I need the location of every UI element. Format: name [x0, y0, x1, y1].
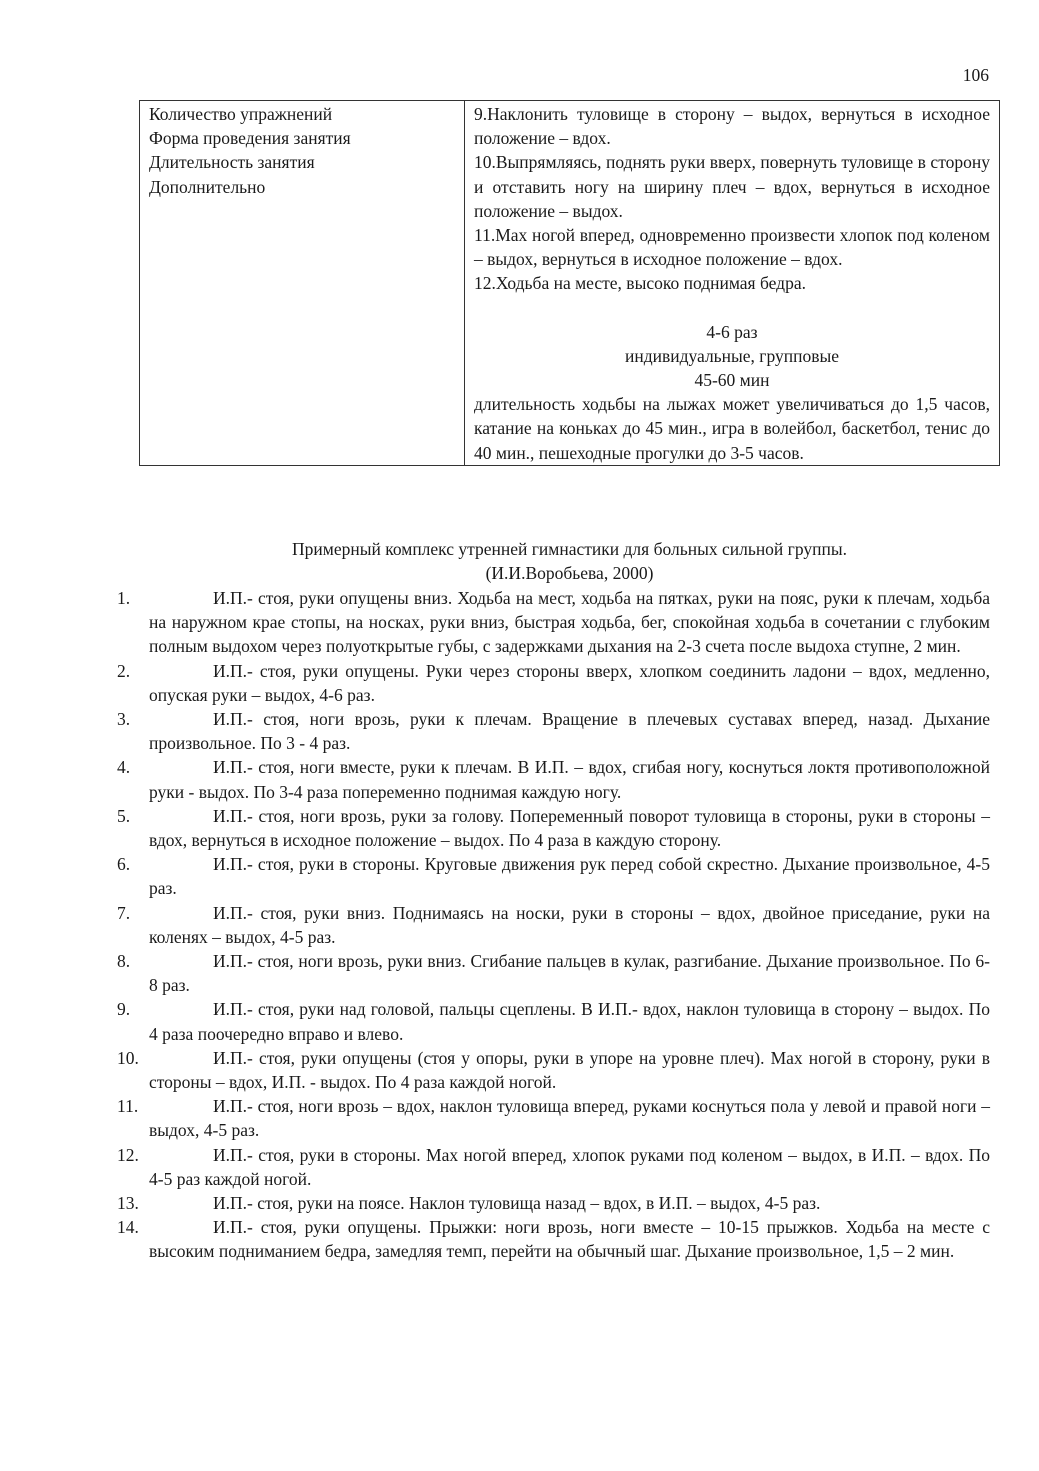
exercise-parameters-table: [139, 100, 1000, 466]
exercise-line: 12.Ходьба на месте, высоко поднимая бедра.: [474, 273, 806, 294]
item-number: 1.: [117, 588, 131, 608]
item-number: 9.: [117, 999, 131, 1020]
item-text: И.П.- стоя, ноги врозь, руки к плечам. Вращение в плечевых суставах вперед, назад. Дыхание произвольное. По 3 - 4 раз.: [149, 709, 990, 754]
item-text: И.П.- стоя, ноги врозь, руки за голову. Попеременный поворот туловища в стороны, руки в стороны – вдох, вернуться в исходное положение – выдох. По 4 раза в каждую сторону.: [149, 805, 990, 851]
label-additional: Дополнительно: [149, 176, 266, 197]
item-number: 13.: [117, 1193, 139, 1214]
list-item: [100, 1143, 990, 1191]
value-additional: длительность ходьбы на лыжах может увеличиваться до 1,5 часов, катание на коньках до 45 мин., игра в волейбол, баскетбол, тенис до 40 мин., пешеходные прогулки до 3-5 часов.: [474, 394, 990, 463]
item-text: И.П.- стоя, руки опущены вниз. Ходьба на мест, ходьба на пятках, руки на пояс, руки к плечам, ходьба на наружном крае стопы, на носках, руки вниз, быстрая ходьба, бег, спокойная ходьба в сочетании с глубоким полным выдохом через полуоткрытые губы, с задержками дыхания на 2-3 счета после выдоха ступне, 2 мин.: [149, 588, 990, 657]
item-text: И.П.- стоя, ноги врозь, руки вниз. Сгибание пальцев в кулак, разгибание. Дыхание произвольное. По 6-8 раз.: [149, 951, 990, 996]
list-item: [100, 1046, 990, 1094]
value-session-duration: 45-60 мин: [694, 370, 770, 391]
list-item: [100, 755, 990, 803]
item-number: 12.: [117, 1144, 139, 1165]
list-item: [100, 586, 990, 659]
item-number: 6.: [117, 854, 131, 875]
item-text: И.П.- стоя, ноги вместе, руки к плечам. В И.П. – вдох, сгибая ногу, коснуться локтя противоположной руки - выдох. По 3-4 раза попеременно поднимая каждую ногу.: [149, 757, 990, 802]
item-number: 8.: [117, 951, 131, 972]
label-session-duration: Длительность занятия: [149, 152, 315, 173]
item-number: 10.: [117, 1047, 139, 1068]
item-number: 11.: [117, 1096, 139, 1117]
complex-title: Примерный комплекс утренней гимнастики для больных сильной группы.: [292, 539, 847, 559]
list-item: [100, 997, 990, 1045]
list-item: [100, 659, 990, 707]
item-number: 4.: [117, 757, 131, 778]
list-item: [100, 804, 990, 852]
item-number: 5.: [117, 805, 131, 826]
label-exercise-count: Количество упражнений: [149, 104, 333, 124]
item-text: И.П.- стоя, руки на поясе. Наклон туловища назад – вдох, в И.П. – выдох, 4-5 раз.: [213, 1193, 821, 1214]
list-item: [100, 901, 990, 949]
exercise-list: [100, 586, 990, 1264]
parameter-labels-cell: [140, 101, 465, 466]
label-session-form: Форма проведения занятия: [149, 128, 351, 149]
list-item: [100, 1094, 990, 1142]
item-number: 14.: [117, 1217, 139, 1238]
exercise-line: 9.Наклонить туловище в сторону – выдох, вернуться в исходное положение – вдох.: [474, 104, 990, 149]
list-item: [100, 949, 990, 997]
item-text: И.П.- стоя, руки опущены. Руки через стороны вверх, хлопком соединить ладони – вдох, медленно, опуская руки – выдох, 4-6 раз.: [149, 660, 990, 705]
item-text: И.П.- стоя, руки в стороны. Круговые движения рук перед собой скрестно. Дыхание произвольное, 4-5 раз.: [149, 854, 990, 899]
spacer: [474, 296, 990, 320]
item-text: И.П.- стоя, руки в стороны. Мах ногой вперед, хлопок руками под коленом – выдох, в И.П. – вдох. По 4-5 раз каждой ногой.: [149, 1144, 990, 1189]
item-text: И.П.- стоя, руки над головой, пальцы сцеплены. В И.П.- вдох, наклон туловища в сторону – выдох. По 4 раза поочередно вправо и влево.: [149, 999, 990, 1044]
table-row: [140, 101, 1000, 466]
list-item: [100, 707, 990, 755]
item-text: И.П.- стоя, ноги врозь – вдох, наклон туловища вперед, руками коснуться пола у левой и правой ноги – выдох, 4-5 раз.: [149, 1096, 990, 1141]
value-session-form: индивидуальные, групповые: [624, 345, 840, 366]
item-text: И.П.- стоя, руки опущены. Прыжки: ноги врозь, ноги вместе – 10-15 прыжков. Ходьба на месте с высоким подниманием бедра, замедляя темп, перейти на обычный шаг. Дыхание произвольное, 1,5 – 2 мин.: [149, 1217, 990, 1262]
item-number: 2.: [117, 660, 131, 681]
parameter-values-cell: [465, 101, 1000, 466]
item-text: И.П.- стоя, руки опущены (стоя у опоры, руки в упоре на уровне плеч). Мах ногой в сторону, руки в стороны – вдох, И.П. - выдох. По 4 раза каждой ногой.: [149, 1047, 990, 1093]
exercise-line: 11.Мах ногой вперед, одновременно произвести хлопок под коленом – выдох, вернуться в исходное положение – вдох.: [474, 225, 990, 270]
value-exercise-count: 4-6 раз: [706, 321, 758, 342]
list-item: [100, 1215, 990, 1263]
item-text: И.П.- стоя, руки вниз. Поднимаясь на носки, руки в стороны – вдох, двойное приседание, руки на коленях – выдох, 4-5 раз.: [149, 902, 990, 947]
item-number: 3.: [117, 709, 131, 730]
exercise-line: 10.Выпрямляясь, поднять руки вверх, повернуть туловище в сторону и отставить ногу на ширину плеч – вдох, вернуться в исходное положение – выдох.: [474, 152, 990, 221]
complex-heading: [139, 537, 1000, 585]
list-item: [100, 1191, 990, 1215]
page-number: 106: [962, 65, 989, 85]
complex-source: (И.И.Воробьева, 2000): [485, 563, 654, 584]
list-item: [100, 852, 990, 900]
item-number: 7.: [117, 902, 131, 923]
